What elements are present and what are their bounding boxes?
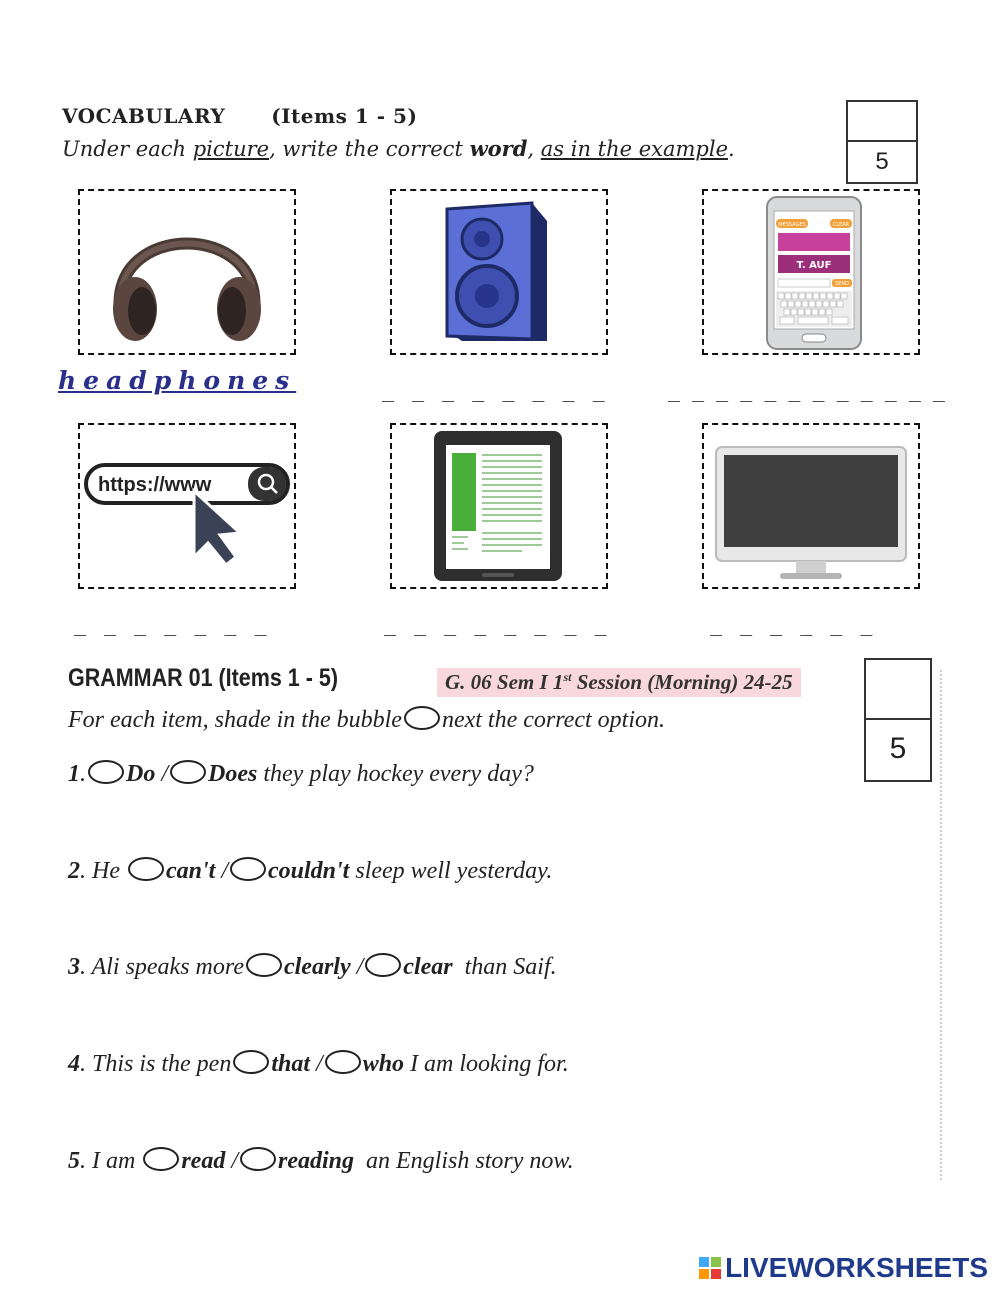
grammar-item-4: 4. This is the pen that / who I am looking for. [68,1051,569,1077]
margin-dotted-line [940,670,942,1180]
option-bubble[interactable] [246,953,282,977]
item-number: 5 [68,1148,80,1174]
grammar-score: 5 [889,732,907,765]
example-answer: headphones [58,366,297,395]
item-number: 3 [68,954,80,980]
answer-blank-5[interactable]: _ _ _ _ _ _ [710,612,876,636]
answer-blank-3[interactable]: _ _ _ _ _ _ _ [74,612,270,636]
item-text: they play hockey every day? [257,761,534,787]
instr-text: next the correct option. [441,707,665,733]
option-2: couldn't [268,858,350,884]
option-bubble[interactable] [143,1147,179,1171]
picture-box-speaker [390,189,608,355]
vocabulary-instruction [62,136,735,161]
item-text: He [86,858,126,884]
item-text: an English story now. [354,1148,574,1174]
item-text: sleep well yesterday. [349,858,553,884]
phone-btn-clear: CLEAR [832,222,850,228]
score-input[interactable] [848,102,916,142]
answer-blank-2[interactable]: _ _ _ _ _ _ _ _ _ _ _ _ [668,378,945,402]
item-text: This is the pen [86,1051,232,1077]
option-1: that [271,1051,311,1077]
logo-text: LIVEWORKSHEETS [725,1252,988,1283]
session-text: G. 06 Sem I 1 [445,670,564,694]
picture-box-smartphone [702,189,920,355]
instr-text: , [527,137,541,161]
grammar-instruction [68,706,665,734]
session-sup: st [563,670,572,684]
option-bubble[interactable] [325,1050,361,1074]
liveworksheets-logo[interactable] [699,1252,988,1284]
option-2: reading [278,1148,355,1174]
option-bubble[interactable] [233,1050,269,1074]
vocabulary-score-box [846,100,918,184]
option-separator: / [155,761,169,787]
bubble-icon [404,706,440,730]
monitor-icon [704,425,918,587]
answer-blank-4[interactable]: _ _ _ _ _ _ _ _ [384,612,610,636]
grammar-score-box [864,658,932,782]
vocabulary-title: VOCABULARY [62,104,226,128]
option-bubble[interactable] [365,953,401,977]
grammar-item-5: 5. I am read / reading an English story now. [68,1148,574,1174]
grammar-item-2: 2. He can't / couldn't sleep well yesterday. [68,858,553,884]
option-separator: / [215,858,228,884]
session-text: Session (Morning) 24-25 [571,670,793,694]
option-bubble[interactable] [170,760,206,784]
option-1: clearly [283,954,351,980]
option-separator: / [225,1148,238,1174]
picture-box-tablet [390,423,608,589]
option-2: Does [208,761,258,787]
option-bubble[interactable] [240,1147,276,1171]
picture-box-headphones [78,189,296,355]
vocabulary-score: 5 [875,148,889,175]
option-bubble[interactable] [128,857,164,881]
url-text: https://www [98,474,212,496]
headphones-icon [80,191,294,353]
vocabulary-heading [62,104,417,128]
phone-screen-label: T. AUF [796,260,832,271]
grammar-item-1: 1. Do / Does they play hockey every day? [68,761,534,787]
item-text: I am [86,1148,142,1174]
option-separator: / [310,1051,323,1077]
grammar-title: GRAMMAR 01 (Items 1 - 5) [68,664,338,692]
instr-text: Under each [62,137,193,161]
vocabulary-items-range: (Items 1 - 5) [271,104,418,128]
item-text: than Saif. [452,954,557,980]
logo-blocks-icon [699,1257,721,1279]
tablet-icon [392,425,606,587]
instr-picture: picture [192,137,270,161]
answer-blank-1[interactable]: _ _ _ _ _ _ _ _ [382,378,608,402]
smartphone-icon [704,191,918,353]
option-1: Do [126,761,156,787]
item-number: 1 [68,761,80,787]
instr-word: word [469,136,528,161]
option-bubble[interactable] [230,857,266,881]
option-separator: / [350,954,364,980]
session-label [437,668,801,697]
instr-example: as in the example [540,137,729,161]
option-1: read [181,1148,226,1174]
instr-text: For each item, shade in the bubble [68,707,402,733]
instr-text: . [728,137,735,161]
option-bubble[interactable] [88,760,124,784]
phone-btn-send: SEND [835,281,849,287]
speaker-icon [392,191,606,353]
score-input[interactable] [866,660,930,720]
instr-text: , write the correct [269,137,470,161]
option-2: who [362,1051,405,1077]
item-number: 2 [68,858,80,884]
picture-box-monitor [702,423,920,589]
item-text: Ali speaks more [86,954,244,980]
picture-box-web-address [78,423,296,589]
option-2: clear [403,954,453,980]
phone-btn-messages: MESSAGES [778,222,806,228]
item-text: I am looking for. [404,1051,569,1077]
item-number: 4 [68,1051,80,1077]
option-1: can't [165,858,216,884]
search-bar-icon [80,425,294,587]
grammar-item-3: 3. Ali speaks more clearly / clear than Saif. [68,954,557,980]
